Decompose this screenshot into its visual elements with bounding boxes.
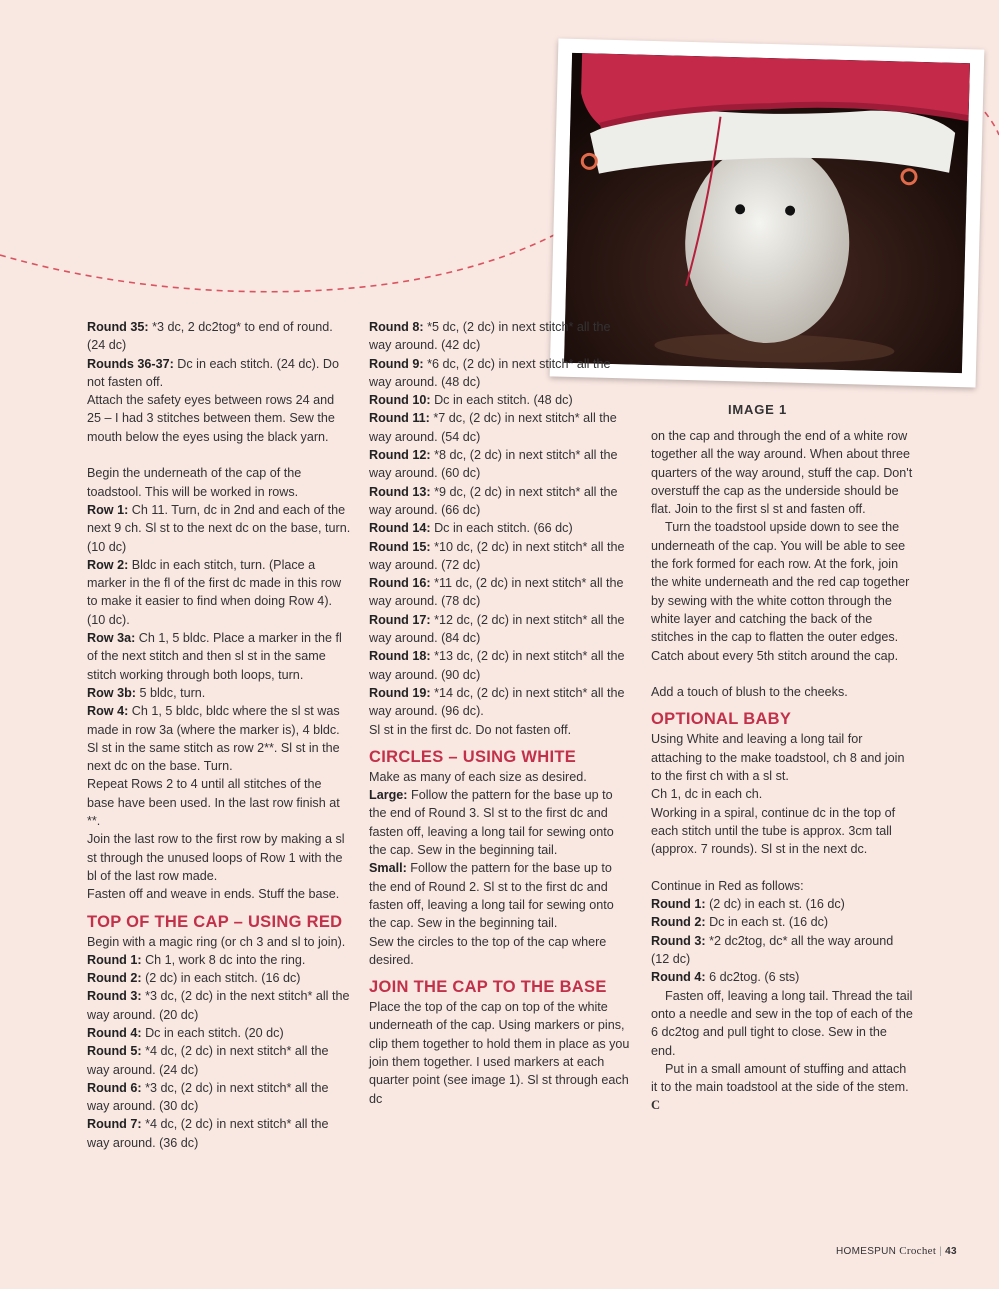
heading-circles: CIRCLES – USING WHITE bbox=[369, 747, 577, 766]
cap-round-3: Round 3: *3 dc, (2 dc) in the next stitch* all the way around. (20 dc) bbox=[87, 989, 350, 1022]
heading-optional-baby: OPTIONAL BABY bbox=[651, 710, 792, 729]
cap-round-4: Round 4: Dc in each stitch. (20 dc) bbox=[87, 1025, 284, 1040]
cap-round-5: Round 5: *4 dc, (2 dc) in next stitch* all the way around. (24 dc) bbox=[87, 1044, 329, 1077]
cap-round-7: Round 7: *4 dc, (2 dc) in next stitch* all the way around. (36 dc) bbox=[87, 1117, 329, 1150]
cap-round-8: Round 8: *5 dc, (2 dc) in next stitch* all the way around. (42 dc) bbox=[369, 320, 611, 353]
stuff-baby: Put in a small amount of stuffing and attach it to the main toadstool at the side of the stem. C bbox=[651, 1061, 909, 1113]
page-footer bbox=[836, 1245, 957, 1257]
baby-ch1: Ch 1, dc in each ch. bbox=[651, 787, 763, 802]
round-35: Round 35: *3 dc, 2 dc2tog* to end of round. (24 dc) bbox=[87, 320, 333, 353]
sew-circles: Sew the circles to the top of the cap where desired. bbox=[369, 934, 607, 967]
slst-instructions: Sl st in the first dc. Do not fasten off. bbox=[369, 722, 572, 737]
end-mark-icon: C bbox=[651, 1098, 661, 1113]
rounds-36-37: Rounds 36-37: Dc in each stitch. (24 dc). Do not fasten off. bbox=[87, 356, 339, 389]
baby-round-3: Round 3: *2 dc2tog, dc* all the way around (12 dc) bbox=[651, 933, 894, 967]
small-circle: Small: Follow the pattern for the base up to the end of Round 2. Sl st to the first dc and fasten off, leaving a long tail for sewing onto the cap. Sew in the beginning tail. bbox=[369, 861, 614, 931]
row-1: Row 1: Ch 11. Turn, dc in 2nd and each of the next 9 ch. Sl st to the next dc on the base, turn. (10 dc) bbox=[87, 502, 351, 554]
cap-round-10: Round 10: Dc in each stitch. (48 dc) bbox=[369, 393, 573, 408]
cap-round-6: Round 6: *3 dc, (2 dc) in next stitch* all the way around. (30 dc) bbox=[87, 1080, 329, 1114]
cap-round-11: Round 11: *7 dc, (2 dc) in next stitch* all the way around. (54 dc) bbox=[369, 411, 617, 444]
column-3 bbox=[651, 427, 913, 1115]
cap-round-15: Round 15: *10 dc, (2 dc) in next stitch* all the way around. (72 dc) bbox=[369, 539, 625, 572]
cap-round-19: Round 19: *14 dc, (2 dc) in next stitch* all the way around. (96 dc). bbox=[369, 685, 625, 719]
fasten-instructions: Fasten off and weave in ends. Stuff the base. bbox=[87, 887, 340, 902]
cap-round-16: Round 16: *11 dc, (2 dc) in next stitch* all the way around. (78 dc) bbox=[369, 576, 624, 609]
heading-top-of-cap: TOP OF THE CAP – USING RED bbox=[87, 912, 343, 931]
magic-ring: Begin with a magic ring (or ch 3 and sl to join). bbox=[87, 934, 346, 949]
baby-round-2: Round 2: Dc in each st. (16 dc) bbox=[651, 915, 829, 930]
row-4: Row 4: Ch 1, 5 bldc, bldc where the sl st was made in row 3a (where the marker is), 4 bldc. Sl st in the same stitch as row 2**. Sl st in the next dc on the base. Turn. bbox=[87, 704, 340, 774]
cap-round-12: Round 12: *8 dc, (2 dc) in next stitch* all the way around. (60 dc) bbox=[369, 448, 618, 481]
baby-intro: Using White and leaving a long tail for attaching to the make toadstool, ch 8 and join to the first ch with a sl st. bbox=[651, 732, 905, 784]
row-3a: Row 3a: Ch 1, 5 bldc. Place a marker in the fl of the next stitch and then sl st in the same stitch working through both loops, turn. bbox=[87, 631, 342, 682]
cap-round-9: Round 9: *6 dc, (2 dc) in next stitch* all the way around. (48 dc) bbox=[369, 356, 611, 389]
repeat-instructions: Repeat Rows 2 to 4 until all stitches of the base have been used. In the last row finish at **. bbox=[87, 777, 340, 829]
column-1 bbox=[87, 318, 351, 1152]
magazine-sub: Crochet bbox=[899, 1245, 937, 1257]
circles-intro: Make as many of each size as desired. bbox=[369, 769, 587, 784]
magazine-name: HOMESPUN bbox=[836, 1246, 897, 1257]
cap-round-14: Round 14: Dc in each stitch. (66 dc) bbox=[369, 521, 573, 536]
heading-join-cap: JOIN THE CAP TO THE BASE bbox=[369, 978, 607, 997]
cap-round-1: Round 1: Ch 1, work 8 dc into the ring. bbox=[87, 952, 306, 967]
begin-underneath: Begin the underneath of the cap of the toadstool. This will be worked in rows. bbox=[87, 466, 302, 499]
baby-round-4: Round 4: 6 dc2tog. (6 sts) bbox=[651, 970, 800, 985]
row-2: Row 2: Bldc in each stitch, turn. (Place a marker in the fl of the first dc made in this row to make it easier to find when doing Row 4). (10 dc). bbox=[87, 557, 342, 627]
footer-separator: | bbox=[939, 1246, 943, 1257]
cap-round-13: Round 13: *9 dc, (2 dc) in next stitch* all the way around. (66 dc) bbox=[369, 484, 618, 517]
blush-instructions: Add a touch of blush to the cheeks. bbox=[651, 685, 848, 700]
join-cap-text: Place the top of the cap on top of the white underneath of the cap. Using markers or pins, clip them together to hold them in place as you join them together. I used markers at each quarter point (see image 1). Sl st through each dc bbox=[369, 1000, 630, 1106]
eyes-instructions: Attach the safety eyes between rows 24 and 25 – I had 3 stitches between them. Sew the mouth below the eyes using the black yarn. bbox=[87, 393, 335, 444]
cap-round-18: Round 18: *13 dc, (2 dc) in next stitch* all the way around. (90 dc) bbox=[369, 649, 625, 682]
cap-round-17: Round 17: *12 dc, (2 dc) in next stitch* all the way around. (84 dc) bbox=[369, 612, 625, 646]
fasten-baby: Fasten off, leaving a long tail. Thread the tail onto a needle and sew in the top of each of the 6 dc2tog and pull tight to close. Sew in the end. bbox=[651, 988, 913, 1058]
baby-spiral: Working in a spiral, continue dc in the top of each stitch until the tube is approx. 3cm tall (approx. 7 rounds). Sl st in the next dc. bbox=[651, 805, 896, 857]
row-3b: Row 3b: 5 bldc, turn. bbox=[87, 685, 206, 700]
column-2 bbox=[369, 318, 631, 1108]
baby-round-1: Round 1: (2 dc) in each st. (16 dc) bbox=[651, 897, 845, 912]
image-caption: IMAGE 1 bbox=[728, 402, 788, 417]
continue-red: Continue in Red as follows: bbox=[651, 878, 804, 893]
cap-round-2: Round 2: (2 dc) in each stitch. (16 dc) bbox=[87, 971, 301, 986]
page-number: 43 bbox=[945, 1246, 957, 1257]
turn-instructions: Turn the toadstool upside down to see the underneath of the cap. You will be able to see the fork formed for each row. At the fork, join the white underneath and the red cap together by sewing with the white cotton through the white layer and catching the back of the stitches in the cap to flatten the outer edges. Catch about every 5th stitch around the cap. bbox=[651, 520, 910, 663]
large-circle: Large: Follow the pattern for the base up to the end of Round 3. Sl st to the first dc and fasten off, leaving a long tail for sewing onto the cap. Sew in the beginning tail. bbox=[369, 788, 614, 858]
join-continued: on the cap and through the end of a white row together all the way around. When about three quarters of the way around, stuff the cap. Don't overstuff the cap as the underside should be flat. Join to the first sl st and fasten off. bbox=[651, 429, 913, 517]
join-instructions: Join the last row to the first row by making a sl st through the unused loops of Row 1 with the bl of the last row made. bbox=[87, 832, 345, 883]
